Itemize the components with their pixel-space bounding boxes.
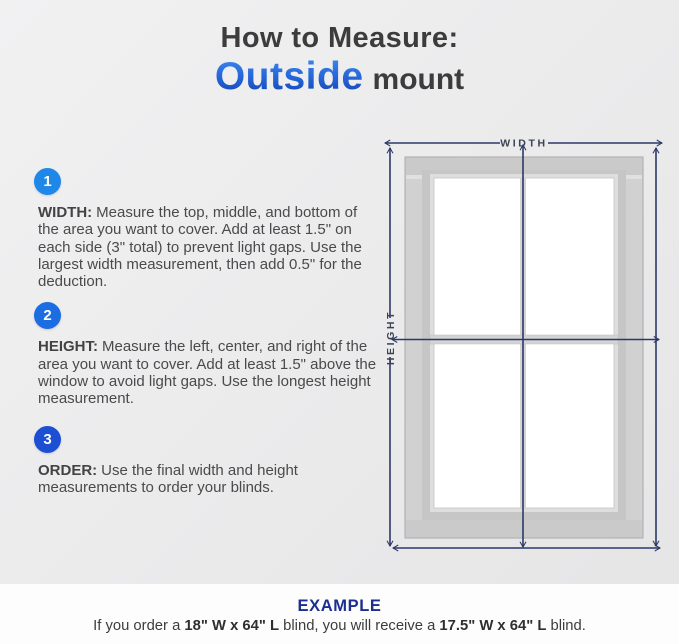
step-height bbox=[32, 302, 380, 407]
step-2-text bbox=[32, 338, 380, 407]
window-measurement-diagram bbox=[378, 128, 678, 598]
step-width bbox=[32, 168, 380, 290]
window-illustration bbox=[405, 157, 643, 538]
example-prefix: If you order a bbox=[93, 618, 185, 634]
example-mid: blind, you will receive a bbox=[279, 618, 440, 634]
instruction-steps bbox=[32, 168, 380, 508]
width-dimension-label: WIDTH bbox=[500, 137, 548, 150]
example-received-size: 17.5" W x 64" L bbox=[439, 618, 547, 634]
step-1-text bbox=[32, 204, 380, 290]
step-order bbox=[32, 426, 380, 497]
window-sill-band bbox=[406, 520, 642, 537]
step-3-text bbox=[32, 462, 380, 497]
example-heading: EXAMPLE bbox=[297, 597, 382, 615]
step-3-label: ORDER: bbox=[38, 461, 98, 479]
page-title: How to Measure: bbox=[220, 22, 459, 54]
step-2-body: Measure the left, center, and right of the area you want to cover. Add at least 1.5" above the window to avoid light gaps. Use the longest height measurement. bbox=[38, 338, 377, 408]
height-dimension-label: HEIGHT bbox=[385, 309, 397, 366]
step-1-label: WIDTH: bbox=[38, 204, 93, 221]
example-sentence bbox=[0, 618, 679, 634]
step-1-badge: 1 bbox=[34, 168, 61, 195]
step-3-body: Use the final width and height measurements to order your blinds. bbox=[38, 461, 298, 496]
page-subtitle bbox=[0, 57, 679, 98]
step-2-label: HEIGHT: bbox=[38, 338, 98, 356]
page-header bbox=[0, 22, 679, 98]
example-suffix: blind. bbox=[546, 618, 586, 634]
step-1-body: Measure the top, middle, and bottom of the area you want to cover. Add at least 1.5" on each side (3" total) to prevent light gaps. Use the largest width measurement, then add 0.5" for the deduction. bbox=[38, 204, 362, 291]
step-3-badge: 3 bbox=[34, 426, 61, 453]
example-footer bbox=[0, 584, 679, 644]
step-2-badge: 2 bbox=[34, 302, 61, 329]
mount-type-accent: Outside bbox=[214, 55, 364, 99]
mount-type-suffix: mount bbox=[372, 63, 465, 97]
example-ordered-size: 18" W x 64" L bbox=[184, 618, 280, 634]
